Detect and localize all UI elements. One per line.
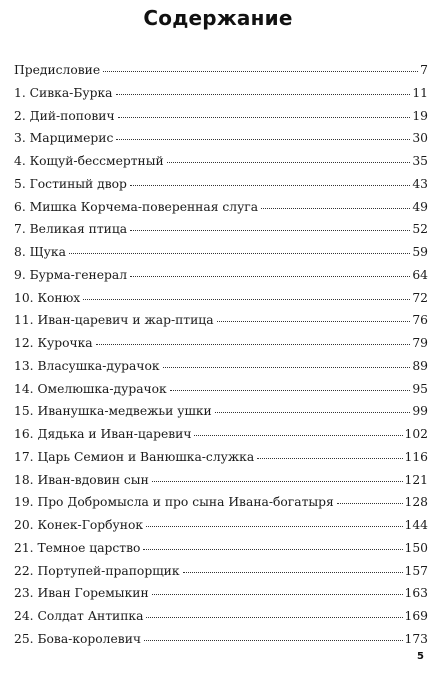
page-number: 5 <box>417 651 424 662</box>
toc-entry-title: 14. Омелюшка-дурачок <box>14 381 167 396</box>
toc-entry-title: 25. Бова-королевич <box>14 631 142 646</box>
toc-entry-page: 102 <box>404 427 428 441</box>
toc-entry-title: 2. Дий-попович <box>14 108 115 123</box>
toc-dot-leader <box>96 344 411 345</box>
toc-entry-page: 121 <box>404 472 428 487</box>
toc-dot-leader <box>143 549 402 550</box>
toc-entry[interactable] <box>14 105 428 128</box>
toc-entry[interactable] <box>14 241 428 264</box>
toc-entry[interactable] <box>14 264 428 287</box>
toc-entry-page: 19 <box>412 108 428 123</box>
toc-entry[interactable] <box>14 582 428 605</box>
toc-dot-leader <box>146 526 402 527</box>
toc-entry-title: 23. Иван Горемыкин <box>14 586 149 601</box>
page-title: Содержание <box>143 6 293 30</box>
toc-entry[interactable] <box>14 491 428 514</box>
toc-dot-leader <box>144 640 402 641</box>
toc-entry[interactable] <box>14 355 428 378</box>
toc-dot-leader <box>116 94 411 95</box>
toc-entry[interactable] <box>14 82 428 105</box>
toc-entry-title: 4. Кощуй-бессмертный <box>14 154 164 168</box>
toc-dot-leader <box>170 390 411 391</box>
toc-entry-page: 7 <box>420 63 428 77</box>
toc-entry-title: 9. Бурма-генерал <box>14 267 128 282</box>
toc-dot-leader <box>183 572 403 573</box>
toc-entry-title: 8. Щука <box>14 245 66 259</box>
toc-entry[interactable] <box>14 423 428 446</box>
toc-dot-leader <box>103 71 418 72</box>
toc-entry[interactable] <box>14 218 428 241</box>
toc-dot-leader <box>215 412 411 413</box>
toc-dot-leader <box>194 435 402 436</box>
toc-entry[interactable] <box>14 537 428 560</box>
toc-entry-title: 7. Великая птица <box>14 222 128 237</box>
toc-entry-title: 12. Курочка <box>14 336 93 350</box>
toc-entry[interactable] <box>14 59 428 82</box>
toc-entry[interactable] <box>14 287 428 310</box>
toc-entry-page: 116 <box>404 449 428 464</box>
toc-dot-leader <box>69 253 410 254</box>
toc-entry[interactable] <box>14 400 428 423</box>
toc-entry[interactable] <box>14 332 428 355</box>
toc-entry-title: 20. Конек-Горбунок <box>14 518 144 532</box>
toc-entry-page: 79 <box>412 336 428 350</box>
toc-dot-leader <box>337 503 403 504</box>
toc-entry-title: 13. Власушка-дурачок <box>14 358 160 373</box>
toc-dot-leader <box>261 208 410 209</box>
toc-entry-page: 59 <box>412 245 428 259</box>
toc-entry-title: 6. Мишка Корчема-поверенная слуга <box>14 199 259 214</box>
toc-entry-title: Предисловие <box>14 63 101 77</box>
toc-entry[interactable] <box>14 605 428 628</box>
toc-entry[interactable] <box>14 150 428 173</box>
toc-entry-title: 3. Марцимерис <box>14 131 114 146</box>
toc-entry-title: 16. Дядька и Иван-царевич <box>14 427 192 441</box>
toc-entry-page: 64 <box>412 267 428 282</box>
toc-dot-leader <box>146 617 402 618</box>
toc-entry-title: 10. Конюх <box>14 290 81 305</box>
toc-entry-page: 89 <box>412 358 428 373</box>
toc-entry-page: 169 <box>404 609 428 623</box>
toc-entry-title: 21. Темное царство <box>14 540 141 555</box>
toc-entry-page: 76 <box>412 313 428 328</box>
toc-entry-page: 99 <box>412 404 428 419</box>
toc-entry[interactable] <box>14 628 428 651</box>
toc-entry[interactable] <box>14 560 428 583</box>
toc-entry-page: 157 <box>404 563 428 578</box>
toc-entry-page: 30 <box>412 131 428 146</box>
toc-entry-title: 22. Портупей-прапорщик <box>14 563 180 578</box>
toc-entry-page: 163 <box>404 586 428 601</box>
toc-entry[interactable] <box>14 173 428 196</box>
toc-entry-page: 150 <box>404 540 428 555</box>
toc-entry-page: 52 <box>412 222 428 237</box>
toc-entry-page: 144 <box>404 518 428 532</box>
toc-entry[interactable] <box>14 446 428 469</box>
toc-dot-leader <box>167 162 411 163</box>
toc-dot-leader <box>152 594 403 595</box>
toc-entry-page: 72 <box>412 290 428 305</box>
toc-entry[interactable] <box>14 514 428 537</box>
toc-dot-leader <box>130 276 410 277</box>
toc-entry[interactable] <box>14 378 428 401</box>
toc-entry-page: 173 <box>404 631 428 646</box>
toc-dot-leader <box>130 185 410 186</box>
toc-entry-title: 11. Иван-царевич и жар-птица <box>14 313 214 328</box>
toc-entry[interactable] <box>14 469 428 492</box>
toc-entry-title: 19. Про Добромысла и про сына Ивана-богатыря <box>14 495 334 510</box>
toc-entry-page: 95 <box>412 381 428 396</box>
toc-dot-leader <box>130 230 410 231</box>
toc-entry-title: 18. Иван-вдовин сын <box>14 472 149 487</box>
toc-dot-leader <box>217 321 411 322</box>
toc-entry-page: 43 <box>412 176 428 191</box>
toc-dot-leader <box>116 139 410 140</box>
toc-entry-page: 35 <box>412 154 428 168</box>
toc-entry-title: 17. Царь Семион и Ванюшка-служка <box>14 449 255 464</box>
toc-dot-leader <box>152 481 403 482</box>
toc-entry[interactable] <box>14 127 428 150</box>
toc-dot-leader <box>257 458 402 459</box>
toc-entry-page: 11 <box>412 85 428 100</box>
toc-entry[interactable] <box>14 196 428 219</box>
toc-entry-title: 1. Сивка-Бурка <box>14 85 113 100</box>
toc-entry-title: 5. Гостиный двор <box>14 176 127 191</box>
toc-entry[interactable] <box>14 309 428 332</box>
toc-entry-title: 24. Солдат Антипка <box>14 609 144 623</box>
toc-dot-leader <box>118 117 411 118</box>
toc-dot-leader <box>83 299 410 300</box>
toc-entry-page: 128 <box>404 495 428 510</box>
toc-entry-page: 49 <box>412 199 428 214</box>
toc-dot-leader <box>163 367 411 368</box>
toc-entry-title: 15. Иванушка-медвежьи ушки <box>14 404 212 419</box>
table-of-contents <box>14 59 428 651</box>
